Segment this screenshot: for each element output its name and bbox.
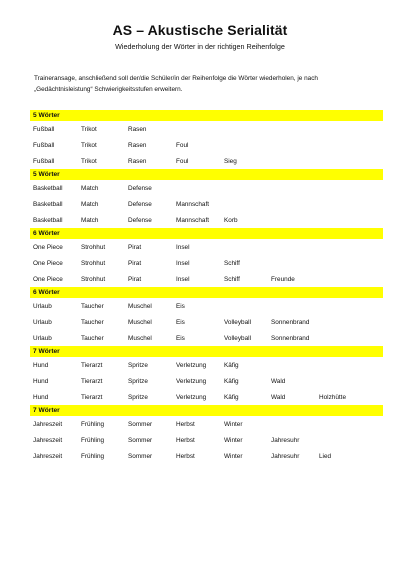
word-cell: Urlaub [33,335,52,342]
word-cell: Herbst [176,437,195,444]
word-cell: Korb [224,217,238,224]
word-cell: Sonnenbrand [271,335,310,342]
word-section [30,169,383,228]
word-cell: Verletzung [176,394,207,401]
word-cell: Herbst [176,453,195,460]
word-cell: Schiff [224,260,240,267]
word-row [30,239,383,255]
word-cell: Herbst [176,421,195,428]
word-cell: Wald [271,378,286,385]
word-row [30,271,383,287]
word-cell: Jahresuhr [271,453,300,460]
word-cell: Taucher [81,319,104,326]
word-cell: Muschel [128,303,152,310]
word-cell: Spritze [128,378,148,385]
word-cell: Pirat [128,260,142,267]
word-cell: Rasen [128,126,147,133]
word-cell: Wald [271,394,286,401]
word-cell: Insel [176,260,190,267]
word-sections [30,110,383,464]
word-cell: Sommer [128,453,153,460]
word-cell: Urlaub [33,303,52,310]
word-cell: Lied [319,453,332,460]
intro-text [34,73,374,95]
word-cell: Basketball [33,185,63,192]
word-row [30,373,383,389]
section-header: 7 Wörter [30,405,383,416]
word-cell: Spritze [128,394,148,401]
word-cell: Fußball [33,126,55,133]
word-cell: Foul [176,158,189,165]
word-cell: Eis [176,335,185,342]
word-cell: Taucher [81,335,104,342]
word-cell: Volleyball [224,335,252,342]
section-header: 6 Wörter [30,228,383,239]
page-title: AS – Akustische Serialität [112,22,288,38]
word-section [30,228,383,287]
word-cell: Sommer [128,421,153,428]
word-cell: Muschel [128,335,152,342]
word-cell: Defense [128,201,152,208]
word-cell: Eis [176,319,185,326]
word-cell: Defense [128,217,152,224]
word-cell: Frühling [81,453,105,460]
word-cell: Mannschaft [176,217,210,224]
word-cell: Strohhut [81,276,106,283]
word-cell: Basketball [33,201,63,208]
section-header: 5 Wörter [30,110,383,121]
word-cell: Tierarzt [81,378,103,385]
word-cell: Jahresuhr [271,437,300,444]
word-cell: Match [81,185,99,192]
word-cell: Strohhut [81,244,106,251]
word-cell: Tierarzt [81,394,103,401]
word-cell: Schiff [224,276,240,283]
word-cell: Strohhut [81,260,106,267]
word-row [30,298,383,314]
word-cell: Sommer [128,437,153,444]
page-subtitle: Wiederholung der Wörter in der richtigen Reihenfolge [115,42,285,51]
word-cell: Match [81,217,99,224]
section-header: 5 Wörter [30,169,383,180]
word-row [30,153,383,169]
word-row [30,357,383,373]
word-cell: Rasen [128,158,147,165]
word-cell: Trikot [81,142,97,149]
word-section [30,405,383,464]
word-row [30,314,383,330]
word-row [30,330,383,346]
word-cell: Holzhütte [319,394,346,401]
word-cell: Hund [33,362,49,369]
word-cell: Trikot [81,126,97,133]
word-cell: Defense [128,185,152,192]
section-header: 7 Wörter [30,346,383,357]
word-cell: Jahreszeit [33,453,63,460]
intro-line: „Gedächtnisleistung“ Schwierigkeitsstufen erweitern. [34,86,183,93]
word-cell: Hund [33,378,49,385]
word-row [30,212,383,228]
word-cell: Winter [224,437,243,444]
word-row [30,448,383,464]
word-cell: Fußball [33,158,55,165]
word-cell: Pirat [128,276,142,283]
word-row [30,416,383,432]
word-cell: Rasen [128,142,147,149]
word-row [30,180,383,196]
word-cell: Käfig [224,394,239,401]
word-cell: Match [81,201,99,208]
word-cell: Verletzung [176,378,207,385]
word-cell: Jahreszeit [33,421,63,428]
word-cell: Spritze [128,362,148,369]
word-cell: Eis [176,303,185,310]
word-cell: Käfig [224,362,239,369]
word-cell: Basketball [33,217,63,224]
word-cell: Taucher [81,303,104,310]
word-cell: Pirat [128,244,142,251]
word-section [30,287,383,346]
word-row [30,389,383,405]
word-section [30,110,383,169]
word-cell: Insel [176,276,190,283]
word-cell: Sieg [224,158,237,165]
word-row [30,137,383,153]
word-cell: Frühling [81,437,105,444]
word-cell: Winter [224,421,243,428]
word-cell: Verletzung [176,362,207,369]
word-cell: Tierarzt [81,362,103,369]
word-cell: Trikot [81,158,97,165]
word-cell: Muschel [128,319,152,326]
section-header: 6 Wörter [30,287,383,298]
word-cell: Hund [33,394,49,401]
word-cell: Käfig [224,378,239,385]
word-cell: Foul [176,142,189,149]
word-row [30,196,383,212]
word-row [30,432,383,448]
intro-line: Traineransage, anschließend soll der/die Schüler/in der Reihenfolge die Wörter wiederholen, je nach [34,75,318,82]
word-cell: Frühling [81,421,105,428]
word-cell: Fußball [33,142,55,149]
word-cell: Volleyball [224,319,252,326]
word-section [30,346,383,405]
word-cell: Sonnenbrand [271,319,310,326]
word-cell: Insel [176,244,190,251]
word-cell: Mannschaft [176,201,210,208]
word-cell: Winter [224,453,243,460]
word-cell: Jahreszeit [33,437,63,444]
word-cell: Urlaub [33,319,52,326]
word-cell: One Piece [33,244,63,251]
word-row [30,121,383,137]
word-cell: One Piece [33,260,63,267]
word-cell: Freunde [271,276,295,283]
word-cell: One Piece [33,276,63,283]
word-row [30,255,383,271]
